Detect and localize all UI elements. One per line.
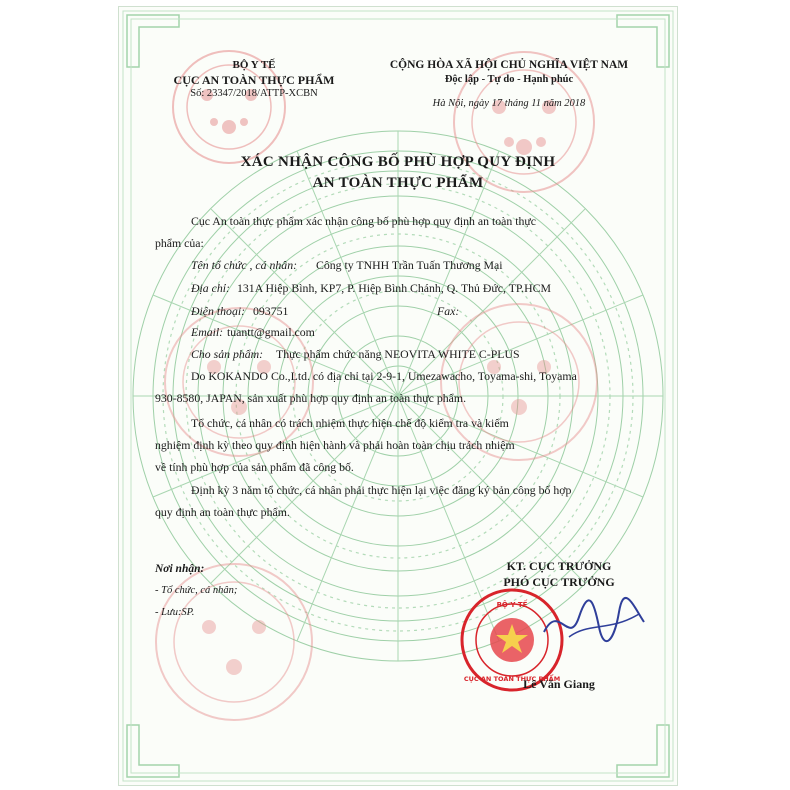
- seal-ring-text: CỤC AN TOÀN THỰC PHẨM: [463, 675, 561, 683]
- email-value: tuantt@gmail.com: [227, 325, 315, 339]
- phone-label: Điện thoại:: [191, 304, 246, 318]
- responsibility-line: về tính phù hợp của sản phẩm đã công bố.: [155, 460, 354, 474]
- org-label: Tên tổ chức , cá nhân:: [191, 258, 298, 272]
- intro-line: phẩm của:: [155, 236, 204, 250]
- manufacturer-line: Do KOKANDO Co.,Ltd. có địa chỉ tại 2-9-1, Umezawacho, Toyama-shi, Toyama: [191, 369, 577, 383]
- responsibility-line: nghiệm định kỳ theo quy định hiện hành và phải hoàn toàn chịu trách nhiệm: [155, 438, 515, 452]
- national-motto: Độc lập - Tự do - Hạnh phúc: [444, 74, 574, 85]
- recipient-item: - Tổ chức, cá nhân;: [155, 585, 238, 596]
- org-value: Công ty TNHH Trần Tuấn Thương Mại: [316, 258, 503, 272]
- country-name: CỘNG HÒA XÃ HỘI CHỦ NGHĨA VIỆT NAM: [389, 59, 629, 71]
- phone-value: 093751: [253, 304, 289, 318]
- ministry-name: BỘ Y TẾ: [232, 59, 276, 71]
- signature-mark: [539, 592, 649, 652]
- signer-name: Lê Văn Giang: [523, 677, 595, 691]
- document-subtitle: AN TOÀN THỰC PHẨM: [312, 175, 484, 191]
- signer-title: KT. CỤC TRƯỞNG: [506, 559, 612, 573]
- recipient-item: - Lưu:SP.: [155, 607, 195, 618]
- responsibility-line: Tổ chức, cá nhân có trách nhiệm thực hiện chế độ kiểm tra và kiểm: [191, 416, 509, 430]
- intro-line: Cục An toàn thực phẩm xác nhận công bố phù hợp quy định an toàn thực: [191, 214, 537, 228]
- signer-position: PHÓ CỤC TRƯỞNG: [503, 575, 615, 589]
- watermark-stamp: [149, 557, 319, 727]
- fax-label: Fax:: [437, 304, 460, 318]
- periodic-line: quy định an toàn thực phẩm.: [155, 505, 290, 519]
- place-date: Hà Nội, ngày 17 tháng 11 năm 2018: [432, 98, 586, 109]
- address-value: 131A Hiệp Bình, KP7, P. Hiệp Bình Chánh, Q. Thủ Đức, TP.HCM: [237, 281, 552, 295]
- department-name: CỤC AN TOÀN THỰC PHẨM: [173, 73, 335, 87]
- email-label: Email:: [191, 325, 224, 339]
- product-label: Cho sản phẩm:: [191, 347, 264, 361]
- address-label: Địa chỉ:: [191, 281, 230, 295]
- manufacturer-line: 930-8580, JAPAN, sản xuất phù hợp quy định an toàn thực phẩm.: [155, 391, 467, 405]
- recipients-heading: Nơi nhận:: [155, 563, 205, 575]
- certificate-document: [118, 6, 678, 786]
- periodic-line: Định kỳ 3 năm tổ chức, cá nhân phải thực hiện lại việc đăng ký bản công bố hợp: [191, 483, 572, 497]
- seal-top-text: BỘ Y TẾ: [496, 601, 528, 609]
- document-number: Số: 23347/2018/ATTP-XCBN: [190, 88, 318, 99]
- document-title: XÁC NHẬN CÔNG BỐ PHÙ HỢP QUY ĐỊNH: [240, 154, 556, 170]
- product-value: Thực phẩm chức năng NEOVITA WHITE C-PLUS: [276, 347, 520, 361]
